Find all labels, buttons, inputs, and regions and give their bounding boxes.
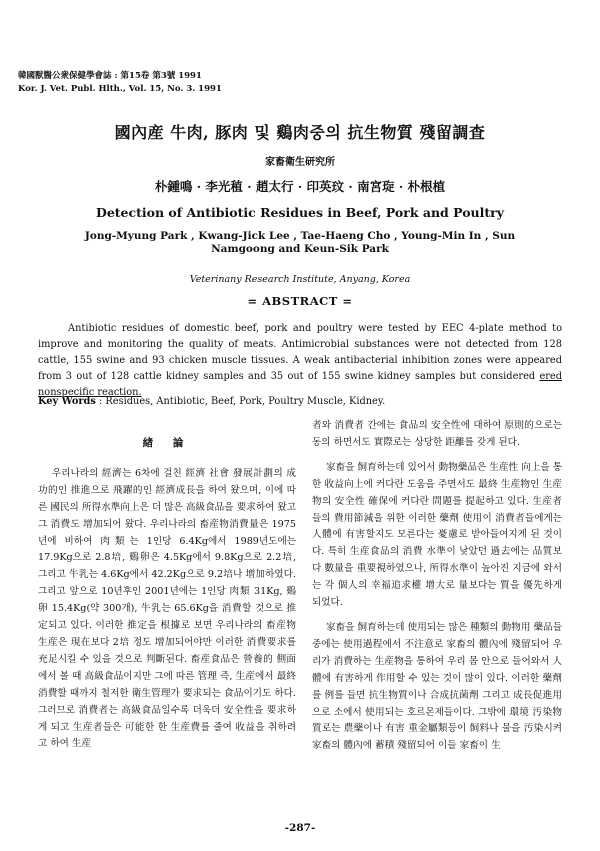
journal-citation-en: Kor. J. Vet. Publ. Hlth., Vol. 15, No. 3. 1991 [18,84,222,94]
abstract-text: Antibiotic residues of domestic beef, pork and poultry were tested by EEC 4-plate method to improve and monitoring the quality of meats. Antimicrobial substances were not detected from 128 cattle, 155 swine and 93 chicken muscle tissues. A weak antibacterial inhibition zones were appeared from 3 out of 128 cattle kidney samples and 35 out of 155 swine kidney samples but considered [38,323,562,382]
left-column [38,433,296,761]
keywords-label: Key Words [38,396,96,407]
abstract-body [38,321,562,401]
keywords-text: : Residues, Antibiotic, Beef, Pork, Poultry Muscle, Kidney. [95,396,386,407]
section-heading-introduction: 緖 論 [142,437,192,449]
keywords-line [38,395,578,409]
right-paragraph-3: 家畜을 飼育하는데 使用되는 많은 種類의 動物用 藥品들 중에는 使用過程에서 不注意로 家畜의 體內에 殘留되어 우리가 消費하는 生産物을 통하여 우리 몸 안으로 들어와서 人體에 有害하게 作用할 수 있는 것이 많이 있다. 이러한 藥劑를 例를 들면 抗生物質이나 合成抗菌劑 그리고 成長促進用으로 소에서 使用되는 호르몬제들이다. 그밖에 環境 汚染物質로는 農藥이나 有害 重金屬類등이 飼料나 물을 汚染시켜 家畜의 體內에 蓄積 殘留되어 이들 家畜이 生 [312,621,562,752]
right-paragraph-1: 者와 消費者 간에는 食品의 安全性에 대하여 原則的으로는 동의 하면서도 實際로는 상당한 距離를 갖게 된다. [312,420,562,448]
affiliation-korean: 家畜衛生研究所 [265,157,335,168]
authors-english: Jong-Myung Park , Kwang-Jick Lee , Tae-Haeng Cho , Young-Min In , Sun Namgoong and Keun-Sik Park [84,230,516,255]
abstract-heading: = ABSTRACT = [247,294,353,308]
journal-header [18,70,222,96]
affiliation-english: Veterinany Research Institute, Anyang, Korea [189,274,411,285]
right-column [312,418,562,763]
title-korean: 國內産 牛肉, 豚肉 및 鷄肉중의 抗生物質 殘留調査 [114,123,486,142]
page-number: -287- [284,822,316,834]
intro-paragraph: 우리나라의 經濟는 6차에 걸친 經濟 社會 發展計劃의 成功的인 推進으로 飛躍的인 經濟成長을 하여 왔으며, 이에 따른 國民의 所得水準向上은 더 많은 高級食品을 要求하여 왔고 그 消費도 增加되어 왔다. 우리나라의 畜産物消費量은 1975년에 비하여 肉類는 1인당 6.4Kg에서 1989년도에는 17.9Kg으로 2.8培, 鷄卵은 4.5Kg에서 9.8Kg으로 2.2培, 그리고 牛乳는 4.6Kg에서 42.2Kg으로 9.2培나 增加하였다. 그리고 앞으로 10년후인 2001년에는 1인당 肉類 31Kg, 鷄卵 15.4Kg(약 300개), 牛乳는 65.6Kg을 消費할 것으로 推定되고 있다. 이러한 推定을 根據로 보면 우리나라의 畜産物生産은 現在보다 2培 정도 增加되어야만 이러한 消費要求를 充足시킬 수 있을 것으로 判斷된다. 畜産食品은 營養的 側面에서 볼 때 高級食品이지만 그에 따른 管理 즉, 生産에서 最終 消費할 때까지 철저한 衛生管理가 要求되는 食品이기도 하다. 그러므로 消費者는 高級食品일수록 더욱더 安全性을 要求하게 되고 生産者들은 可能한 한 生産費를 줄여 收益을 취하려고 하여 生産 [38,467,296,750]
journal-citation-ko: 韓國獸醫公衆保健學會誌 : 第15卷 第3號 1991 [18,71,202,81]
authors-korean: 朴鍾鳴 · 李光稙 · 趙太行 · 印英玟 · 南宮琁 · 朴根植 [154,179,446,194]
abstract-underlined-text: ered nonspecific reaction. [38,371,562,398]
title-english: Detection of Antibiotic Residues in Beef, Pork and Poultry [95,205,505,220]
right-paragraph-2: 家畜을 飼育하는데 있어서 動物藥品은 生産性 向上을 통한 收益向上에 커다란 도움을 주면서도 最終 生産物인 生産物의 安全性 確保에 커다란 問題를 提起하고 있다. 生産者들의 費用節減을 위한 이러한 藥劑 使用이 消費者들에게는 人體에 有害할지도 모른다는 憂慮로 받아들여지게 된 것이다. 특히 生産食品의 消費 水準이 낮았던 過去에는 品質보다 數量을 重要視하였으나, 所得水準이 높아진 지금에 와서는 각 個人의 幸福追求權 增大로 量보다는 質을 優先하게 되었다. [312,461,562,609]
